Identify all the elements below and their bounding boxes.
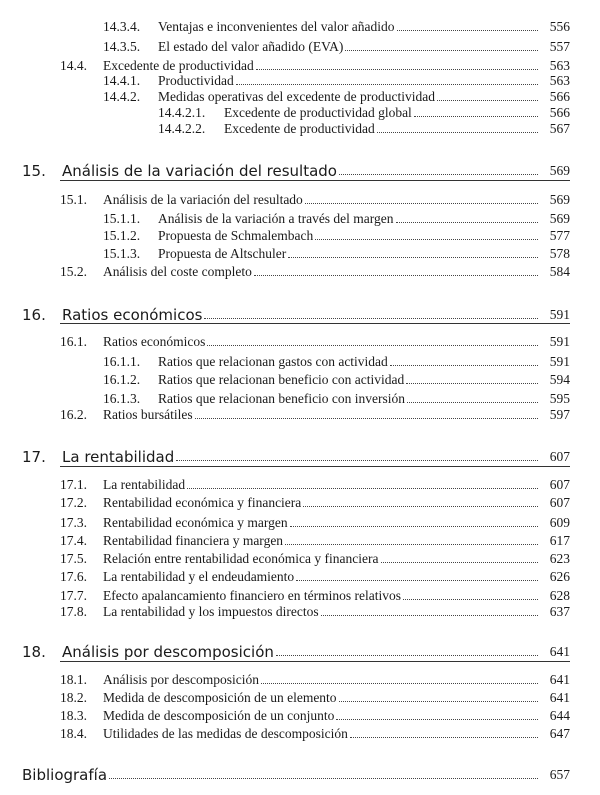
toc-entry-number: 18.3. [60, 708, 87, 723]
dot-leader [390, 365, 538, 366]
toc-entry-number: 17.3. [60, 515, 87, 530]
toc-entry-number: 15.1.1. [103, 211, 141, 226]
dot-leader [403, 599, 538, 600]
toc-entry-title: Rentabilidad económica y financiera [103, 495, 302, 510]
dot-leader [303, 506, 538, 507]
toc-entry-title: La rentabilidad [103, 477, 186, 492]
toc-page-number: 641 [549, 690, 570, 705]
toc-entry-number: 14.4.2.2. [158, 121, 206, 136]
toc-entry-number: 17.8. [60, 604, 87, 619]
toc-chapter-entry[interactable] [0, 161, 600, 181]
toc-chapter-entry[interactable] [0, 305, 600, 325]
toc-entry-number: 17.1. [60, 477, 87, 492]
dot-leader [288, 257, 538, 258]
toc-entry-title: Ratios que relacionan gastos con actividad [158, 354, 388, 369]
dot-leader [381, 562, 538, 563]
toc-entry[interactable] [0, 17, 600, 37]
toc-page-number: 591 [549, 307, 570, 322]
dot-leader [236, 84, 538, 85]
toc-entry[interactable] [0, 602, 600, 622]
toc-page-number: 644 [549, 708, 570, 723]
dot-leader [276, 655, 538, 656]
toc-entry-title: Análisis por descomposición [62, 643, 274, 661]
toc-page-number: 569 [549, 163, 570, 178]
toc-page-number: 577 [549, 228, 570, 243]
toc-page-number: 584 [549, 264, 570, 279]
dot-leader [195, 418, 538, 419]
toc-entry[interactable] [0, 670, 600, 690]
toc-entry-number: 15.1.2. [103, 228, 141, 243]
toc-entry[interactable] [0, 475, 600, 495]
toc-entry-title: Análisis de la variación del resultado [62, 162, 337, 180]
toc-entry-number: 18.2. [60, 690, 87, 705]
toc-entry-number: 17. [22, 448, 46, 466]
dot-leader [350, 737, 538, 738]
toc-page-number: 569 [549, 192, 570, 207]
toc-entry-number: 17.7. [60, 588, 87, 603]
toc-page-number: 591 [549, 334, 570, 349]
toc-chapter-entry[interactable] [0, 447, 600, 467]
toc-entry-title: La rentabilidad y los impuestos directos [103, 604, 319, 619]
toc-entry[interactable] [0, 119, 600, 139]
toc-entry-number: 14.3.5. [103, 39, 141, 54]
toc-entry-title: La rentabilidad y el endeudamiento [103, 569, 295, 584]
dot-leader [339, 174, 538, 175]
dot-leader [204, 318, 538, 319]
toc-page-number: 623 [549, 551, 570, 566]
toc-page-number: 563 [549, 73, 570, 88]
toc-entry-number: 17.6. [60, 569, 87, 584]
toc-page-number: 591 [549, 354, 570, 369]
toc-entry[interactable] [0, 37, 600, 57]
toc-entry-title: La rentabilidad [62, 448, 175, 466]
toc-entry-number: 15.2. [60, 264, 87, 279]
toc-entry-title: Ratios económicos [62, 306, 203, 324]
toc-entry-title: Medidas operativas del excedente de productividad [158, 89, 436, 104]
toc-entry[interactable] [0, 352, 600, 372]
toc-page-number: 657 [549, 767, 570, 782]
toc-entry[interactable] [0, 724, 600, 744]
toc-entry[interactable] [0, 332, 600, 352]
toc-entry-title: Bibliografía [22, 766, 108, 784]
toc-page-number: 567 [549, 121, 570, 136]
toc-entry-title: Ratios que relacionan beneficio con inversión [158, 391, 406, 406]
dot-leader [176, 460, 538, 461]
toc-page-number: 641 [549, 644, 570, 659]
toc-page-number: 557 [549, 39, 570, 54]
dot-leader [290, 526, 538, 527]
dot-leader [336, 719, 538, 720]
dot-leader [254, 275, 538, 276]
toc-entry-number: 16.2. [60, 407, 87, 422]
dot-leader [406, 383, 538, 384]
toc-entry[interactable] [0, 262, 600, 282]
toc-entry-title: Relación entre rentabilidad económica y financiera [103, 551, 379, 566]
toc-entry-title: Ratios económicos [103, 334, 206, 349]
dot-leader [296, 580, 538, 581]
dot-leader [377, 132, 538, 133]
toc-page-number: 647 [549, 726, 570, 741]
toc-entry-title: Medida de descomposición de un conjunto [103, 708, 335, 723]
toc-entry[interactable] [0, 688, 600, 708]
dot-leader [305, 203, 538, 204]
toc-page-number: 617 [549, 533, 570, 548]
toc-entry[interactable] [0, 405, 600, 425]
dot-leader [345, 50, 538, 51]
toc-entry-title: Ratios que relacionan beneficio con actividad [158, 372, 405, 387]
toc-entry-number: 14.4.2.1. [158, 105, 206, 120]
toc-entry-number: 17.5. [60, 551, 87, 566]
toc-page-number: 566 [549, 105, 570, 120]
toc-page-number: 594 [549, 372, 570, 387]
toc-entry-number: 16.1.2. [103, 372, 141, 387]
toc-entry-title: Análisis de la variación a través del margen [158, 211, 394, 226]
toc-entry[interactable] [0, 513, 600, 533]
dot-leader [315, 239, 538, 240]
toc-entry-number: 14.4.2. [103, 89, 141, 104]
dot-leader [285, 544, 538, 545]
toc-page-number: 597 [549, 407, 570, 422]
toc-entry-number: 18.4. [60, 726, 87, 741]
toc-entry[interactable] [0, 244, 600, 264]
toc-page-number: 607 [549, 495, 570, 510]
toc-entry-title: Análisis de la variación del resultado [103, 192, 303, 207]
dot-leader [339, 701, 538, 702]
toc-entry[interactable] [0, 226, 600, 246]
toc-entry-number: 14.4.1. [103, 73, 141, 88]
toc-page-number: 607 [549, 477, 570, 492]
toc-entry-number: 14.3.4. [103, 19, 141, 34]
toc-entry-title: Utilidades de las medidas de descomposición [103, 726, 348, 741]
dot-leader [407, 402, 538, 403]
toc-entry-number: 15.1.3. [103, 246, 141, 261]
toc-page-number: 569 [549, 211, 570, 226]
toc-page-number: 578 [549, 246, 570, 261]
toc-page-number: 607 [549, 449, 570, 464]
toc-page-number: 556 [549, 19, 570, 34]
toc-entry-title: Ratios bursátiles [103, 407, 193, 422]
toc-entry-number: 16. [22, 306, 46, 324]
toc-entry-title: Excedente de productividad [224, 121, 375, 136]
dot-leader [187, 488, 538, 489]
toc-page-number: 595 [549, 391, 570, 406]
toc-entry-number: 17.4. [60, 533, 87, 548]
toc-entry-title: Rentabilidad económica y margen [103, 515, 288, 530]
toc-entry-title: Medida de descomposición de un elemento [103, 690, 337, 705]
toc-entry-number: 15. [22, 162, 46, 180]
toc-entry[interactable] [0, 190, 600, 210]
toc-page-number: 563 [549, 58, 570, 73]
toc-entry-title: Efecto apalancamiento financiero en términos relativos [103, 588, 401, 603]
toc-entry-number: 15.1. [60, 192, 87, 207]
toc-entry[interactable] [0, 567, 600, 587]
toc-page-number: 626 [549, 569, 570, 584]
toc-entry[interactable] [0, 706, 600, 726]
toc-entry-number: 16.1.1. [103, 354, 141, 369]
toc-entry-title: Análisis por descomposición [103, 672, 259, 687]
dot-leader [261, 683, 538, 684]
toc-chapter-entry[interactable] [0, 642, 600, 662]
toc-entry-number: 16.1. [60, 334, 87, 349]
toc-page-number: 566 [549, 89, 570, 104]
dot-leader [397, 30, 538, 31]
toc-page-number: 641 [549, 672, 570, 687]
toc-page-number: 628 [549, 588, 570, 603]
toc-entry-title: Análisis del coste completo [103, 264, 252, 279]
toc-entry-title: Excedente de productividad global [224, 105, 412, 120]
toc-entry[interactable] [0, 531, 600, 551]
toc-entry[interactable] [0, 493, 600, 513]
dot-leader [396, 222, 538, 223]
toc-entry-title: Ventajas e inconvenientes del valor añadido [158, 19, 395, 34]
toc-entry-number: 16.1.3. [103, 391, 141, 406]
toc-entry-title: El estado del valor añadido (EVA) [158, 39, 344, 54]
dot-leader [414, 116, 538, 117]
dot-leader [321, 615, 538, 616]
toc-entry-title: Excedente de productividad [103, 58, 254, 73]
dot-leader [207, 345, 538, 346]
toc-entry-title: Propuesta de Schmalembach [158, 228, 314, 243]
toc-entry-number: 18. [22, 643, 46, 661]
toc-entry[interactable] [0, 549, 600, 569]
dot-leader [109, 778, 538, 779]
toc-entry-number: 18.1. [60, 672, 87, 687]
dot-leader [256, 69, 538, 70]
toc-entry-title: Rentabilidad financiera y margen [103, 533, 284, 548]
toc-entry-title: Propuesta de Altschuler [158, 246, 287, 261]
toc-entry-number: 17.2. [60, 495, 87, 510]
toc-entry-title: Productividad [158, 73, 234, 88]
toc-entry-number: 14.4. [60, 58, 87, 73]
toc-chapter-entry[interactable] [0, 765, 600, 785]
toc-page-number: 637 [549, 604, 570, 619]
dot-leader [437, 100, 538, 101]
toc-page-number: 609 [549, 515, 570, 530]
toc-entry[interactable] [0, 370, 600, 390]
